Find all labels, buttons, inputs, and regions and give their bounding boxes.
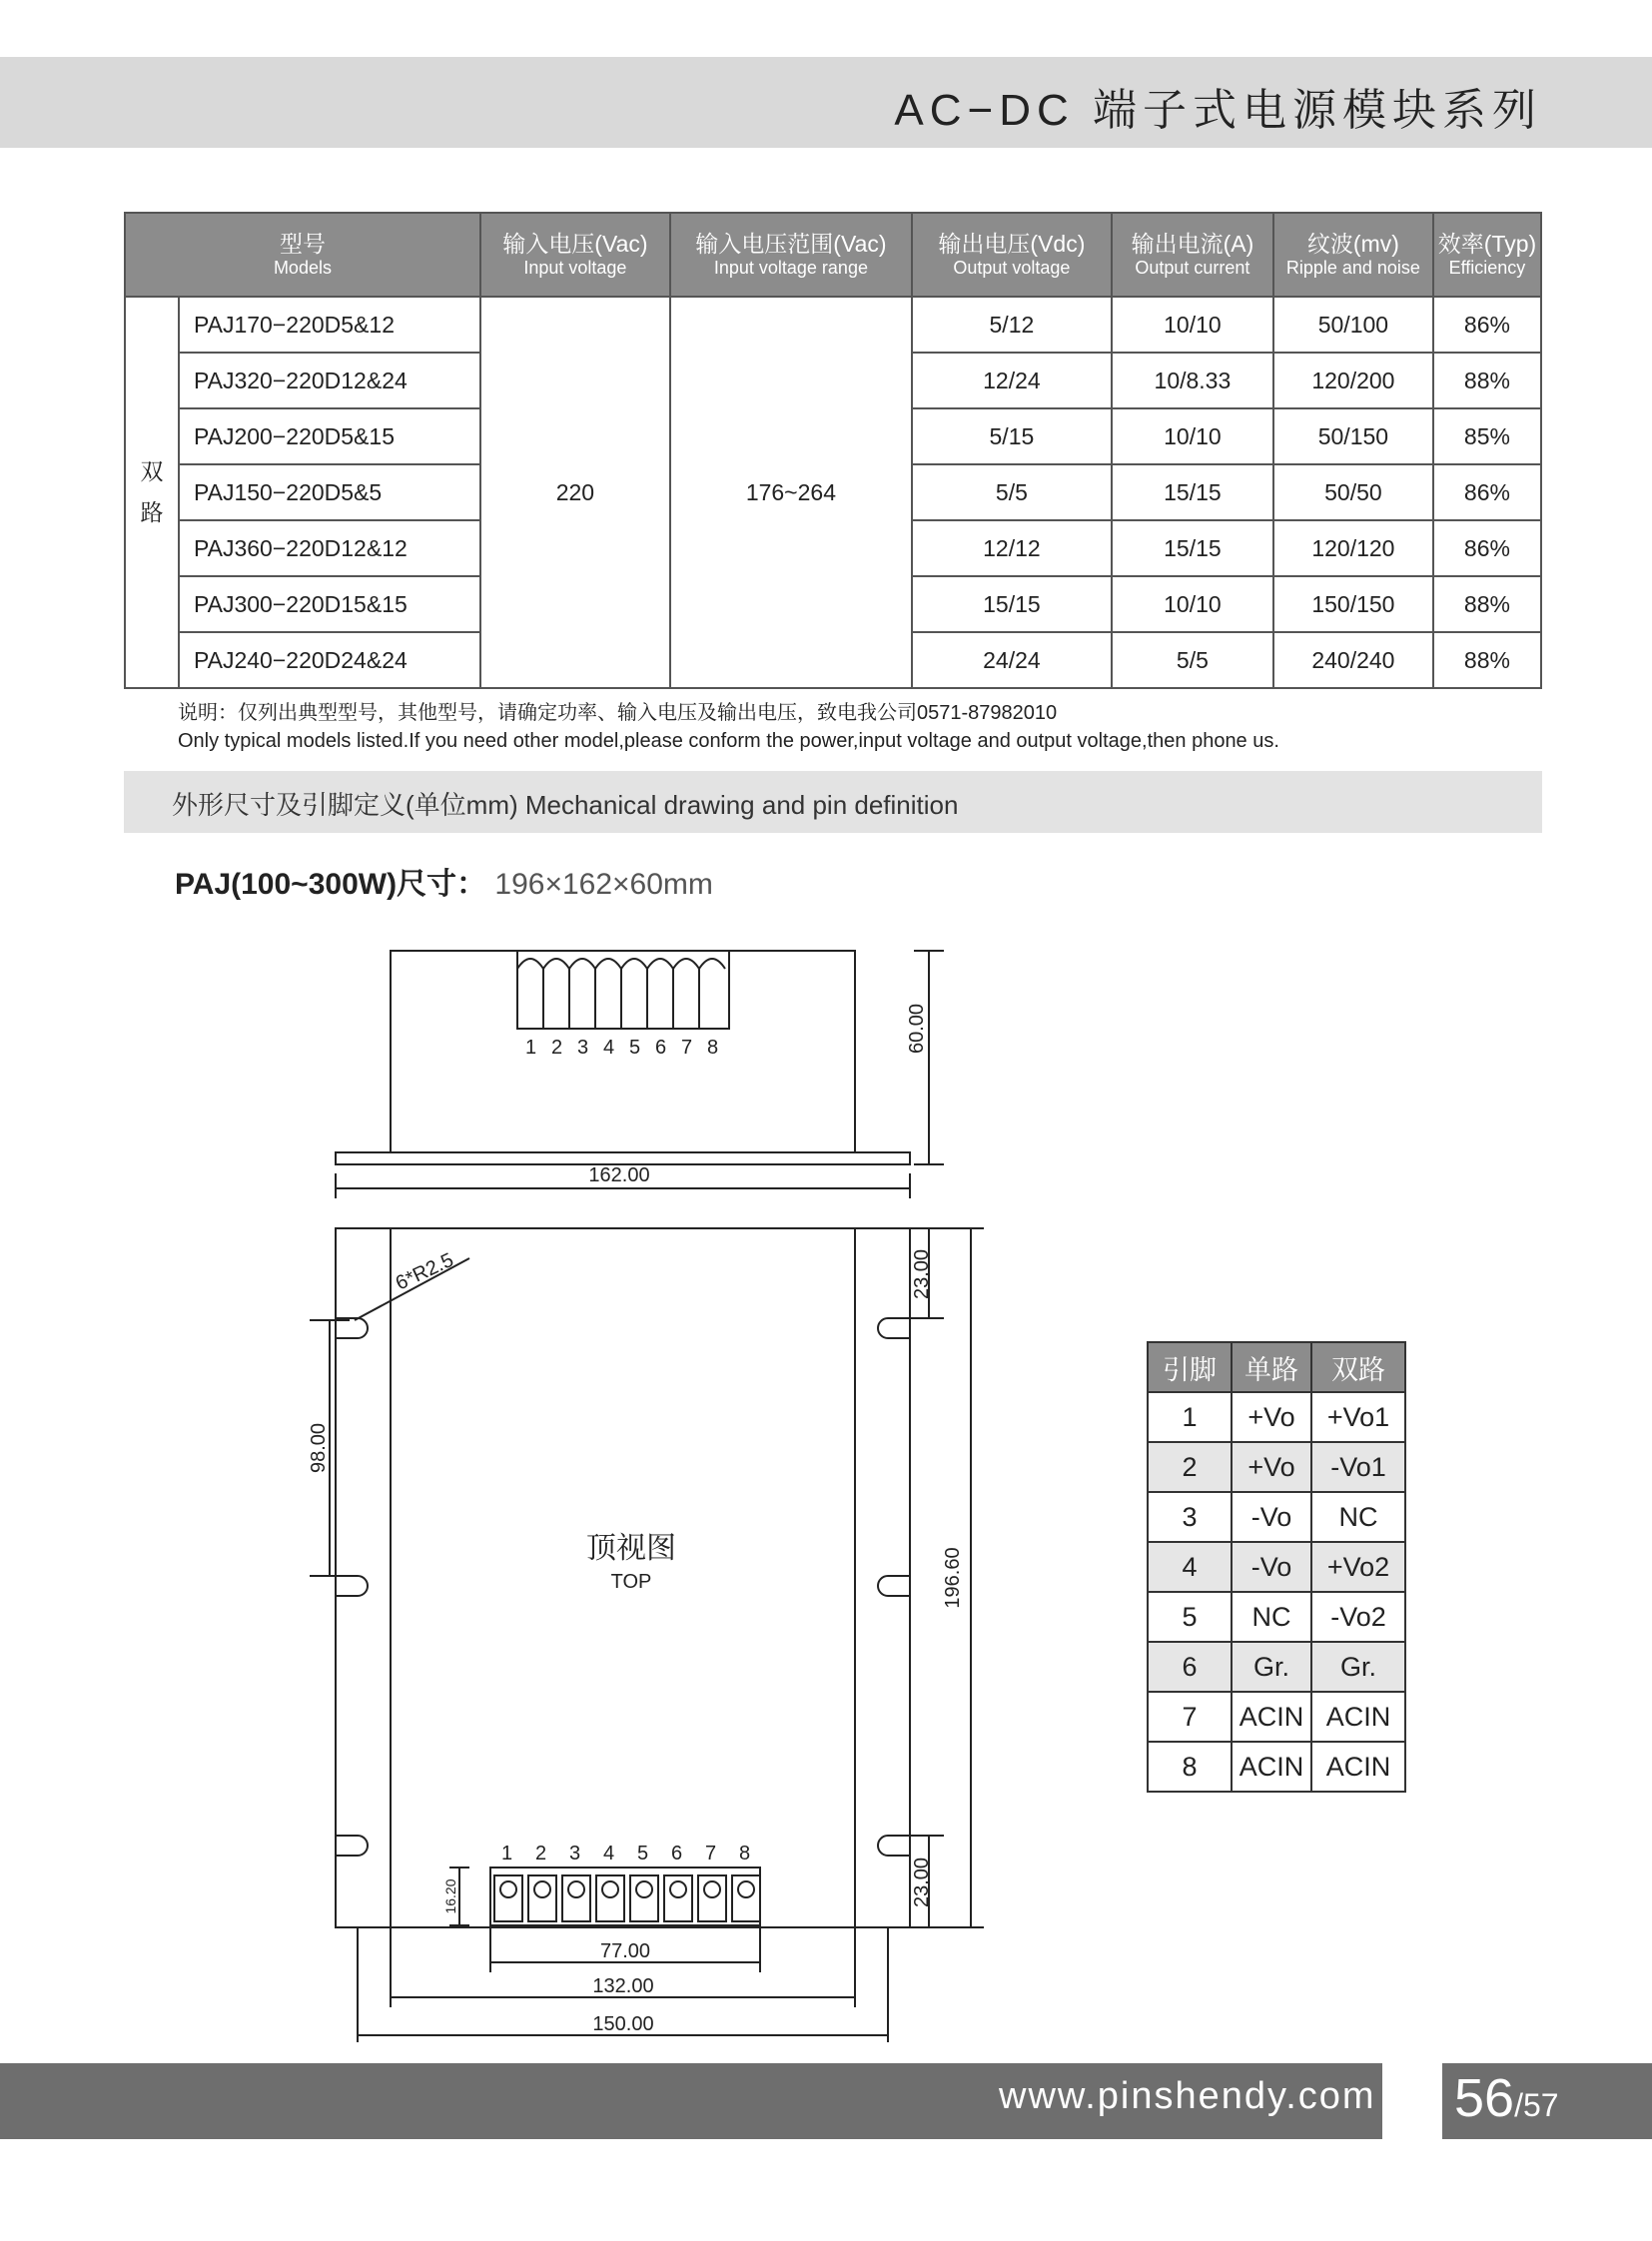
- pin-number: 7: [681, 1037, 693, 1059]
- pin-row: [1148, 1742, 1405, 1792]
- header-efficiency: [1433, 213, 1541, 297]
- width-dimension-label: 162.00: [588, 1164, 650, 1186]
- efficiency-cell: 86%: [1433, 520, 1541, 576]
- side-pin-numbers: [525, 1037, 718, 1059]
- header-ripple: [1273, 213, 1433, 297]
- single-cell: +Vo: [1232, 1392, 1311, 1442]
- ripple-cell: 150/150: [1273, 576, 1433, 632]
- pin-number: 8: [739, 1843, 751, 1865]
- ripple-cell: 240/240: [1273, 632, 1433, 688]
- pin-cell: 3: [1148, 1492, 1232, 1542]
- header-en: Output voltage: [953, 257, 1071, 278]
- side-view-body: [391, 951, 855, 1152]
- top-view-label-en: TOP: [610, 1571, 652, 1593]
- note-cn: 说明：仅列出典型型号，其他型号，请确定功率、输入电压及输出电压，致电我公司0571-87982010: [178, 702, 1058, 724]
- single-cell: -Vo: [1232, 1492, 1311, 1542]
- header-input-voltage: [480, 213, 670, 297]
- pin-cell: 8: [1148, 1742, 1232, 1792]
- pin-row: [1148, 1392, 1405, 1442]
- pin-header: 引脚: [1148, 1342, 1232, 1392]
- dual-cell: +Vo2: [1311, 1542, 1405, 1592]
- slot-left-middle: [336, 1566, 368, 1596]
- dual-cell: ACIN: [1311, 1692, 1405, 1742]
- single-cell: ACIN: [1232, 1692, 1311, 1742]
- header-cn: 纹波(mv): [1306, 231, 1399, 258]
- efficiency-cell: 86%: [1433, 297, 1541, 353]
- single-cell: Gr.: [1232, 1642, 1311, 1692]
- efficiency-cell: 88%: [1433, 632, 1541, 688]
- efficiency-cell: 88%: [1433, 353, 1541, 408]
- section-title: 外形尺寸及引脚定义(单位mm) Mechanical drawing and pin definition: [172, 790, 959, 820]
- page-number: [1454, 2067, 1559, 2129]
- height-dimension-label: 60.00: [906, 1003, 928, 1055]
- input-voltage-cell: 220: [480, 297, 670, 688]
- pin-cell: 4: [1148, 1542, 1232, 1592]
- vout-cell: 5/12: [912, 297, 1112, 353]
- top-offset-label: 23.00: [911, 1248, 933, 1300]
- vout-cell: 5/15: [912, 408, 1112, 464]
- slot-right-lower: [878, 1816, 910, 1856]
- header-cn: 输入电压(Vac): [502, 231, 648, 258]
- header-output-current: [1112, 213, 1273, 297]
- vout-cell: 12/12: [912, 520, 1112, 576]
- model-cell: PAJ170−220D5&12: [179, 297, 480, 353]
- dimension-title: [175, 859, 713, 903]
- spec-header-row: [125, 213, 1541, 297]
- single-header: 单路: [1232, 1342, 1311, 1392]
- pin-number: 6: [655, 1037, 667, 1059]
- iout-cell: 15/15: [1112, 520, 1273, 576]
- pin-number: 7: [705, 1843, 717, 1865]
- header-cn: 输出电压(Vdc): [938, 231, 1086, 258]
- vout-cell: 12/24: [912, 353, 1112, 408]
- model-cell: PAJ360−220D12&12: [179, 520, 480, 576]
- dual-cell: -Vo2: [1311, 1592, 1405, 1642]
- group-label-text: 双路: [140, 457, 164, 525]
- pin-table-header: [1148, 1342, 1405, 1392]
- pin-row: [1148, 1692, 1405, 1742]
- single-cell: -Vo: [1232, 1542, 1311, 1592]
- header-cn: 输入电压范围(Vac): [695, 231, 887, 258]
- terminal-width-label: 77.00: [599, 1940, 651, 1962]
- iout-cell: 10/8.33: [1112, 353, 1273, 408]
- pin-cell: 6: [1148, 1642, 1232, 1692]
- footer-url[interactable]: www.pinshendy.com: [999, 2075, 1376, 2117]
- header-en: Input voltage range: [713, 257, 868, 278]
- group-label: [125, 297, 179, 688]
- pin-cell: 2: [1148, 1442, 1232, 1492]
- bottom-offset-label: 23.00: [911, 1857, 933, 1908]
- slot-right-middle: [878, 1566, 910, 1596]
- pin-row: [1148, 1542, 1405, 1592]
- pin-table: [1147, 1341, 1406, 1793]
- note: [178, 699, 1279, 755]
- dual-cell: +Vo1: [1311, 1392, 1405, 1442]
- dual-cell: Gr.: [1311, 1642, 1405, 1692]
- slot-right-upper: [878, 1298, 910, 1338]
- hole-spacing-label: 98.00: [308, 1422, 330, 1474]
- terminal-screws: [494, 1875, 760, 1921]
- pin-row: [1148, 1442, 1405, 1492]
- model-cell: PAJ300−220D15&15: [179, 576, 480, 632]
- header-output-voltage: [912, 213, 1112, 297]
- length-label: 196.60: [942, 1547, 964, 1609]
- header-en: Output current: [1135, 257, 1250, 278]
- dual-header: 双路: [1311, 1342, 1405, 1392]
- vout-cell: 24/24: [912, 632, 1112, 688]
- iout-cell: 15/15: [1112, 464, 1273, 520]
- slot-left-upper: [336, 1298, 368, 1338]
- iout-cell: 5/5: [1112, 632, 1273, 688]
- model-cell: PAJ150−220D5&5: [179, 464, 480, 520]
- ripple-cell: 120/120: [1273, 520, 1433, 576]
- iout-cell: 10/10: [1112, 576, 1273, 632]
- header-en: Efficiency: [1448, 257, 1526, 278]
- input-range-cell: 176~264: [670, 297, 912, 688]
- pin-number: 1: [501, 1843, 513, 1865]
- note-en: Only typical models listed.If you need other model,please conform the power,input voltage and output voltage,then phone us.: [178, 730, 1279, 752]
- pin-cell: 5: [1148, 1592, 1232, 1642]
- ripple-cell: 120/200: [1273, 353, 1433, 408]
- radius-label: 6*R2.5: [392, 1248, 457, 1295]
- dual-cell: ACIN: [1311, 1742, 1405, 1792]
- pin-cell: 1: [1148, 1392, 1232, 1442]
- side-view-flange: [336, 1152, 910, 1164]
- single-cell: +Vo: [1232, 1442, 1311, 1492]
- iout-cell: 10/10: [1112, 297, 1273, 353]
- pin-number: 4: [603, 1843, 615, 1865]
- pin-number: 4: [603, 1037, 615, 1059]
- slot-left-lower: [336, 1816, 368, 1856]
- ripple-cell: 50/150: [1273, 408, 1433, 464]
- dimension-label: PAJ(100~300W)尺寸：: [175, 868, 487, 901]
- header-cn: 效率(Typ): [1437, 231, 1537, 258]
- side-view-terminal-arcs: [517, 959, 725, 1029]
- model-cell: PAJ240−220D24&24: [179, 632, 480, 688]
- header-models: [125, 213, 480, 297]
- current-page: 56: [1454, 2068, 1515, 2128]
- pin-number: 8: [707, 1037, 719, 1059]
- terminal-pin-numbers: [501, 1843, 750, 1865]
- pin-row: [1148, 1642, 1405, 1692]
- efficiency-cell: 88%: [1433, 576, 1541, 632]
- efficiency-cell: 85%: [1433, 408, 1541, 464]
- terminal-height-label: 16.20: [442, 1878, 458, 1914]
- pin-number: 1: [525, 1037, 537, 1059]
- page-separator: /: [1514, 2087, 1523, 2123]
- body-width-label: 132.00: [592, 1975, 654, 1997]
- vout-cell: 5/5: [912, 464, 1112, 520]
- pin-row: [1148, 1492, 1405, 1542]
- model-cell: PAJ320−220D12&24: [179, 353, 480, 408]
- header-en: Models: [273, 257, 332, 278]
- dimension-value: 196×162×60mm: [494, 868, 713, 901]
- model-cell: PAJ200−220D5&15: [179, 408, 480, 464]
- table-row: [125, 297, 1541, 353]
- efficiency-cell: 86%: [1433, 464, 1541, 520]
- dual-cell: -Vo1: [1311, 1442, 1405, 1492]
- header-cn: 输出电流(A): [1131, 231, 1254, 258]
- iout-cell: 10/10: [1112, 408, 1273, 464]
- header-en: Input voltage: [523, 257, 627, 278]
- page-title: AC−DC 端子式电源模块系列: [894, 86, 1542, 135]
- vout-cell: 15/15: [912, 576, 1112, 632]
- pin-number: 5: [637, 1843, 649, 1865]
- total-width-label: 150.00: [592, 2013, 654, 2035]
- dual-cell: NC: [1311, 1492, 1405, 1542]
- ripple-cell: 50/50: [1273, 464, 1433, 520]
- header-input-range: [670, 213, 912, 297]
- pin-cell: 7: [1148, 1692, 1232, 1742]
- pin-number: 3: [569, 1843, 581, 1865]
- pin-row: [1148, 1592, 1405, 1642]
- header-cn: 型号: [279, 231, 326, 258]
- pin-number: 6: [671, 1843, 683, 1865]
- single-cell: ACIN: [1232, 1742, 1311, 1792]
- height-dimension-line: [914, 951, 944, 1164]
- header-en: Ripple and noise: [1285, 257, 1420, 278]
- pin-number: 2: [551, 1037, 563, 1059]
- pin-number: 2: [535, 1843, 547, 1865]
- ripple-cell: 50/100: [1273, 297, 1433, 353]
- single-cell: NC: [1232, 1592, 1311, 1642]
- pin-number: 5: [629, 1037, 641, 1059]
- pin-number: 3: [577, 1037, 589, 1059]
- top-view-label-cn: 顶视图: [586, 1532, 676, 1565]
- total-pages: 57: [1522, 2087, 1559, 2123]
- spec-table: [124, 212, 1542, 689]
